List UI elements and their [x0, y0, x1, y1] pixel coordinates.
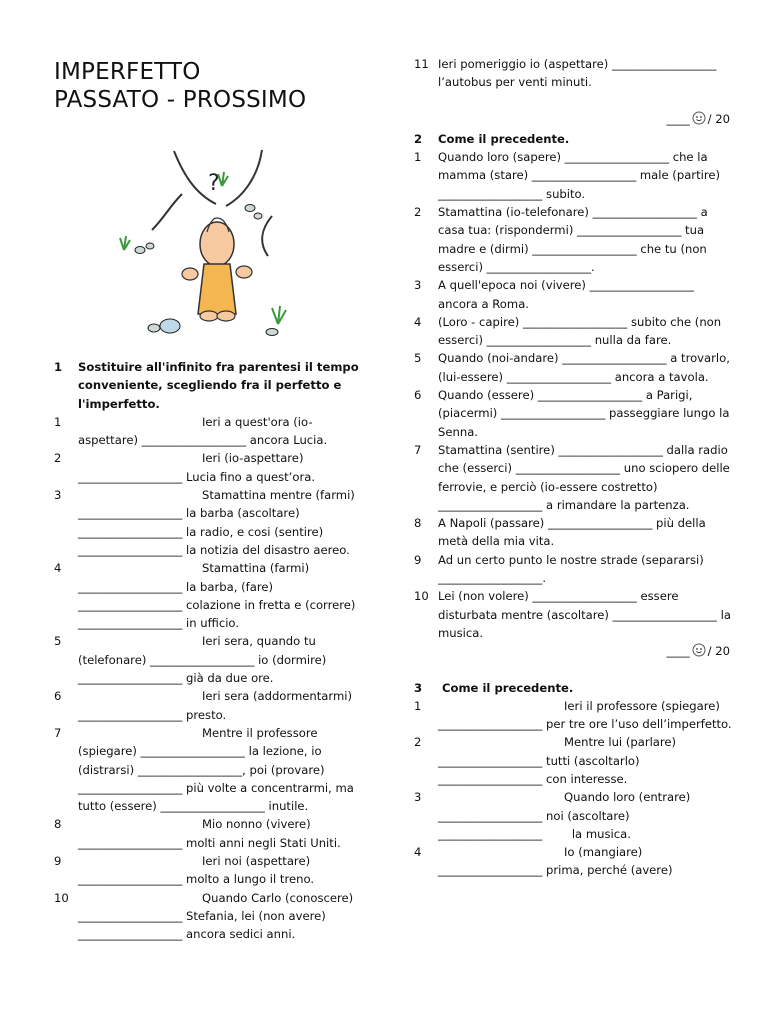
- smiley-face-icon: [692, 111, 706, 130]
- item-number: 10: [414, 589, 429, 604]
- item-number: 10: [54, 890, 69, 905]
- item-number: 11: [414, 57, 429, 71]
- score-line: [414, 110, 732, 130]
- item-lead: Ieri noi (aspettare): [202, 854, 311, 869]
- exercise-3-heading: [414, 679, 732, 697]
- item-number: 1: [414, 698, 422, 713]
- list-item: [54, 724, 366, 815]
- list-item: [54, 413, 366, 450]
- item-text: __________________ noi (ascoltare) __________________ la musica.: [438, 808, 634, 841]
- item-text: __________________ presto.: [78, 707, 227, 722]
- exercise-number: 1: [54, 360, 63, 374]
- item-number: 4: [54, 561, 62, 576]
- item-text: Ieri pomeriggio io (aspettare) __________________ l’autobus per venti minuti.: [438, 57, 717, 90]
- list-item: [414, 514, 732, 551]
- item-lead: Ieri a quest'ora (io-: [202, 414, 313, 429]
- item-lead: Stamattina (farmi): [202, 561, 310, 576]
- item-number: 4: [414, 845, 422, 860]
- exercise-1-heading: [54, 358, 366, 413]
- item-number: 5: [414, 351, 422, 366]
- right-column: [414, 55, 732, 880]
- list-item: [414, 386, 732, 441]
- item-lead: Mentre lui (parlare): [564, 735, 677, 750]
- item-number: 8: [414, 516, 422, 531]
- item-text: (Loro - capire) __________________ subito che (non esserci) __________________ nulla da fare.: [438, 314, 722, 348]
- list-item: [54, 559, 366, 632]
- item-number: 2: [414, 205, 422, 220]
- item-lead: Ieri (io-aspettare): [202, 451, 304, 466]
- score-total: / 20: [707, 644, 730, 659]
- item-text: __________________ tutti (ascoltarlo) __________________ con interesse.: [438, 753, 640, 786]
- item-text: aspettare) __________________ ancora Lucia.: [78, 433, 328, 448]
- exercise-instruction: Sostituire all'infinito fra parentesi il tempo conveniente, scegliendo fra il perfetto e l'imperfetto.: [78, 360, 359, 411]
- list-item: [414, 313, 732, 350]
- list-item: [54, 449, 366, 486]
- exercise-number: 3: [414, 680, 423, 695]
- list-item: [414, 843, 732, 880]
- item-number: 1: [414, 150, 422, 165]
- item-number: 3: [414, 790, 422, 805]
- item-number: 4: [414, 314, 422, 329]
- list-item: [414, 441, 732, 514]
- item-text: (telefonare) __________________ io (dormire) __________________ già da due ore.: [78, 652, 327, 686]
- item-text: Quando (noi-andare) __________________ a trovarlo, (lui-essere) __________________ ancora a tavola.: [438, 351, 730, 384]
- list-item: [54, 632, 366, 687]
- item-text: A quell'epoca noi (vivere) __________________ ancora a Roma.: [438, 278, 694, 311]
- item-text: Ad un certo punto le nostre strade (separarsi) __________________.: [438, 552, 704, 586]
- item-text: __________________ Stefania, lei (non avere) __________________ ancora sedici anni.: [78, 908, 326, 942]
- item-number: 9: [54, 854, 62, 869]
- list-item: [54, 687, 366, 724]
- item-number: 1: [54, 414, 62, 429]
- exercise-instruction: Come il precedente.: [438, 131, 570, 146]
- item-number: 7: [54, 725, 62, 740]
- item-text: A Napoli (passare) __________________ più della metà della mia vita.: [438, 516, 706, 549]
- list-item: [414, 203, 732, 276]
- item-number: 6: [414, 388, 422, 403]
- list-item: [414, 788, 732, 843]
- item-number: 2: [414, 735, 422, 750]
- item-text: Quando loro (sapere) __________________ che la mamma (stare) __________________ male (partire) __________________ subito.: [438, 150, 720, 201]
- item-lead: Ieri il professore (spiegare): [564, 698, 720, 713]
- smiley-face-icon: [692, 643, 706, 662]
- item-lead: Mio nonno (vivere): [202, 817, 311, 832]
- item-text: __________________ la barba, (fare) __________________ colazione in fretta e (correre) __________________ in ufficio.: [78, 579, 356, 631]
- list-item: [414, 733, 732, 788]
- confused-child-crossroads-illustration: [112, 146, 312, 336]
- item-number: 3: [54, 488, 62, 503]
- score-blank: ____: [666, 644, 690, 659]
- item-text: Lei (non volere) __________________ essere disturbata mentre (ascoltare) __________________ la musica.: [438, 589, 731, 640]
- list-item: [54, 889, 366, 944]
- item-lead: Quando Carlo (conoscere): [202, 890, 354, 905]
- score-total: / 20: [707, 111, 730, 126]
- score-blank: ____: [666, 111, 690, 126]
- item-text: (spiegare) __________________ la lezione, io (distrarsi) __________________, poi (provare) __________________ più volte a concentrarmi, ma tutto (essere) __________________ inutile.: [78, 744, 354, 814]
- left-column: [54, 58, 366, 944]
- list-item: [414, 55, 732, 92]
- item-text: Stamattina (sentire) __________________ dalla radio che (esserci) __________________ uno sciopero delle ferrovie, e perciò (io-essere costretto) __________________ a rimandare la partenza.: [438, 442, 730, 512]
- list-item: [414, 551, 732, 588]
- item-number: 5: [54, 634, 62, 649]
- item-number: 2: [54, 451, 62, 466]
- list-item: [414, 276, 732, 313]
- item-text: Stamattina (io-telefonare) __________________ a casa tua: (rispondermi) __________________ tua madre e (dirmi) __________________ che tu (non esserci) __________________.: [438, 205, 708, 274]
- item-lead: Io (mangiare): [564, 845, 643, 860]
- item-lead: Stamattina mentre (farmi): [202, 488, 355, 503]
- exercise-instruction: Come il precedente.: [442, 680, 574, 695]
- item-number: 6: [54, 689, 62, 704]
- list-item: [54, 486, 366, 559]
- list-item: [414, 587, 732, 642]
- item-lead: Quando loro (entrare): [564, 790, 691, 805]
- exercise-number: 2: [414, 131, 423, 146]
- item-text: __________________ molto a lungo il treno.: [78, 872, 315, 887]
- list-item: [54, 815, 366, 852]
- item-number: 9: [414, 552, 422, 567]
- item-text: __________________ molti anni negli Stati Uniti.: [78, 835, 341, 850]
- item-number: 3: [414, 278, 422, 293]
- exercise-2-heading: [414, 130, 732, 148]
- item-lead: Ieri sera, quando tu: [202, 634, 316, 649]
- title-line-1: IMPERFETTO: [54, 59, 201, 85]
- item-lead: Mentre il professore: [202, 725, 318, 740]
- item-text: __________________ per tre ore l’uso dell’imperfetto.: [438, 717, 732, 732]
- list-item: [54, 852, 366, 889]
- score-line: [414, 642, 732, 662]
- svg-text:?: ?: [208, 171, 220, 196]
- list-item: [414, 349, 732, 386]
- title-line-2: PASSATO - PROSSIMO: [54, 87, 307, 113]
- item-number: 8: [54, 817, 62, 832]
- page-title: [54, 58, 366, 114]
- item-text: Quando (essere) __________________ a Parigi, (piacermi) __________________ passeggiare lungo la Senna.: [438, 388, 730, 439]
- list-item: [414, 697, 732, 734]
- item-text: __________________ Lucia fino a quest’ora.: [78, 469, 315, 484]
- item-number: 7: [414, 442, 422, 457]
- item-lead: Ieri sera (addormentarmi): [202, 689, 352, 704]
- item-text: __________________ la barba (ascoltare) __________________ la radio, e cosi (sentire) __________________ la notizia del disastro aereo.: [78, 506, 350, 557]
- item-text: __________________ prima, perché (avere): [438, 863, 673, 878]
- list-item: [414, 148, 732, 203]
